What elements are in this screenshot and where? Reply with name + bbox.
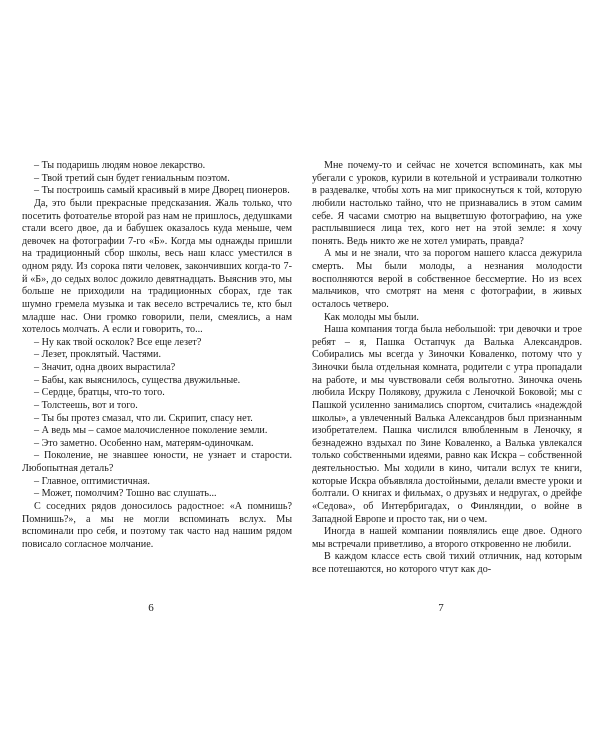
paragraph: С соседних рядов доносилось радостное: «А помнишь? Помнишь?», а мы не могли вспоминать вслух. Мы вспоминали про себя, и поэтому так часто над нашим рядом повисало согласное молчание. [22, 500, 292, 550]
paragraph: – Ты построишь самый красивый в мире Дворец пионеров. [34, 185, 290, 197]
paragraph: Наша компания тогда была небольшой: три девочки и трое ребят – я, Пашка Остапчук да Валька Александров. Собирались мы всегда у Зиночки Коваленко, потому что у Зиночки была отдельная комната, родители с утра пропадали на работе, и мы чувствовали себя вольготно. Зиночка очень любила Искру Полякову, дружила с Леночкой Боковой; мы с Пашкой усиленно занимались спортом, считались «надеждой школы», а увлеченный Валька Александров был признанным изобретателем. Пашка числился влюбленным в Леночку, я безнадежно вздыхал по Зине Коваленко, а Валька увлекался только собственными идеями, равно как Искра – собственной деятельностью. Мы ходили в кино, читали вслух те книги, которые Искра объявляла достойными, делали вместе уроки и болтали. О книгах и фильмах, о друзьях и недругах, о дрейфе «Седова», об Интербригадах, о Финляндии, о войне в Западной Европе и просто так, ни о чем. [312, 324, 582, 525]
page-number-right: 7 [438, 602, 444, 614]
paragraph: – А ведь мы – самое малочисленное поколение земли. [34, 425, 268, 437]
paragraph: – Может, помолчим? Тошно вас слушать... [34, 488, 217, 500]
paragraph: Мне почему-то и сейчас не хочется вспоминать, как мы убегали с уроков, курили в котельной и устраивали толкотню в раздевалке, чтобы хоть на миг прикоснуться к той, которую любили настолько тайно, что не признавались в этом самим себе. Я часами смотрю на выцветшую фотографию, на уже расплывшиеся лица тех, кого нет на этой земле: я хочу понять. Ведь никто же не хотел умирать, правда? [312, 160, 582, 247]
paragraph: – Ну как твой осколок? Все еще лезет? [34, 336, 202, 348]
paragraph: – Значит, одна двоих вырастила? [34, 362, 176, 373]
paragraph: – Главное, оптимистичная. [34, 475, 150, 487]
paragraph: – Ты подаришь людям новое лекарство. [34, 160, 206, 171]
paragraph: – Лезет, проклятый. Частями. [34, 349, 161, 361]
paragraph: Да, это были прекрасные предсказания. Жаль только, что посетить фотоателье второй раз нам не пришлось, дедушками стали всего двое, да и бабушек оказалось куда меньше, чем девочек на фотографии 7-го «Б». Когда мы однажды пришли на традиционный сбор школы, весь наш класс уместился в одном ряду. Из сорока пяти человек, закончивших когда-то 7-й «Б», до седых волос дожило девятнадцать. Выяснив это, мы больше не приходили на традиционных сборах, где так шумно гремела музыка и так весело встречались те, кто был младше нас. Они громко говорили, пели, смеялись, а нам хотелось молчать. А если и говорить, то... [22, 197, 292, 336]
paragraph: Как молоды мы были. [324, 311, 419, 323]
paragraph: – Ты бы протез смазал, что ли. Скрипит, спасу нет. [34, 412, 253, 424]
right-page [312, 160, 582, 577]
paragraph: – Бабы, как выяснилось, существа двужильные. [34, 374, 241, 386]
paragraph: – Это заметно. Особенно нам, матерям-одиночкам. [34, 437, 254, 449]
paragraph: А мы и не знали, что за порогом нашего класса дежурила смерть. Мы были молоды, а незнания молодости восполняются верой в собственное бессмертие. Но из всех мальчиков, что смотрят на меня с фотографии, в живых осталось четверо. [312, 248, 582, 310]
paragraph: – Толстеешь, вот и того. [34, 399, 138, 411]
paragraph: Иногда в нашей компании появлялись еще двое. Одного мы встречали приветливо, а второго откровенно не любили. [312, 526, 582, 550]
paragraph: В каждом классе есть свой тихий отличник, над которым все потешаются, но которого чтут как до- [312, 551, 582, 575]
paragraph: – Твой третий сын будет гениальным поэтом. [34, 172, 230, 184]
paragraph: – Сердце, братцы, что-то того. [34, 387, 165, 399]
page-number-left: 6 [148, 602, 154, 614]
left-page [22, 160, 292, 551]
paragraph: – Поколение, не знавшее юности, не узнает и старости. Любопытная деталь? [22, 450, 292, 474]
